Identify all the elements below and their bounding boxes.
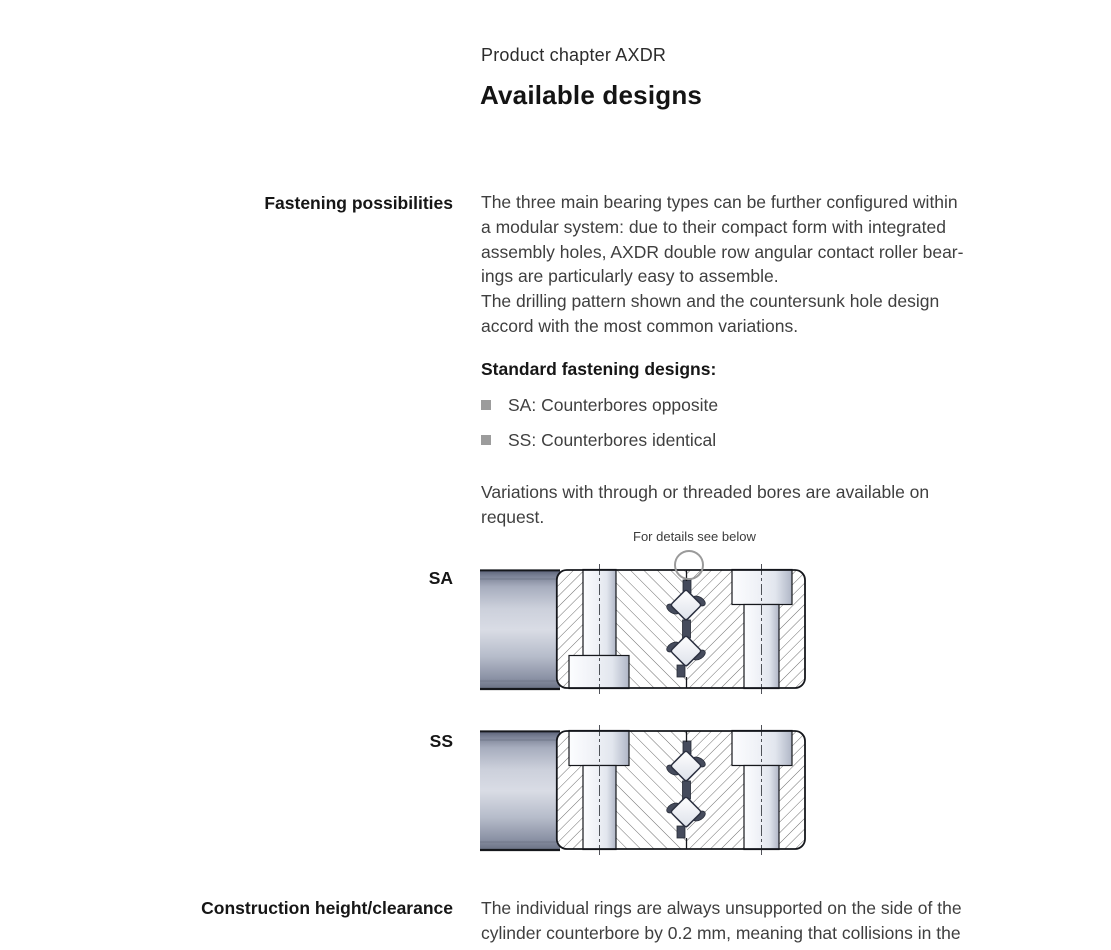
cylinder-outer-surface: [480, 731, 560, 851]
section-label-fastening: Fastening possibilities: [264, 193, 453, 213]
paragraph-line: a modular system: due to their compact form with integrated: [481, 216, 946, 237]
paragraph-line: ings are particularly easy to assemble.: [481, 266, 779, 287]
bullet-square-icon: [481, 435, 491, 445]
paragraph-line: The three main bearing types can be further configured within: [481, 192, 958, 212]
page-title: Available designs: [480, 80, 703, 110]
cylinder-outer-surface: [480, 570, 560, 690]
variations-note: [481, 480, 929, 530]
paragraph-line: request.: [481, 506, 545, 527]
detail-callout-text: For details see below: [633, 529, 756, 544]
bullet-square-icon: [481, 400, 491, 410]
paragraph-line: Variations with through or threaded bores are available on: [481, 482, 930, 502]
figure-label-ss: SS: [429, 731, 453, 751]
detail-callout-circle-icon: [674, 550, 704, 580]
figure-label-sa: SA: [428, 568, 453, 588]
fastening-paragraph: [481, 190, 963, 339]
bullet-item-ss: [481, 430, 716, 451]
chapter-eyebrow: Product chapter AXDR: [481, 45, 667, 65]
paragraph-line: The individual rings are always unsupported on the side of the: [481, 898, 962, 918]
bullet-text: SA: Counterbores opposite: [508, 395, 719, 415]
section-label-construction: Construction height/clearance: [201, 898, 453, 918]
construction-paragraph: [481, 896, 962, 946]
sa-bearing-cross-section-drawing: [480, 568, 807, 690]
paragraph-line: accord with the most common variations.: [481, 315, 799, 336]
ss-bearing-cross-section-drawing: [480, 729, 807, 851]
bullet-text: SS: Counterbores identical: [508, 430, 717, 450]
paragraph-line: assembly holes, AXDR double row angular contact roller bear-: [481, 241, 964, 262]
paragraph-line: cylinder counterbore by 0.2 mm, meaning that collisions in the: [481, 922, 961, 943]
subheading-standard-designs: Standard fastening designs:: [481, 359, 717, 379]
paragraph-line: The drilling pattern shown and the countersunk hole design: [481, 291, 940, 311]
bullet-item-sa: [481, 395, 718, 416]
